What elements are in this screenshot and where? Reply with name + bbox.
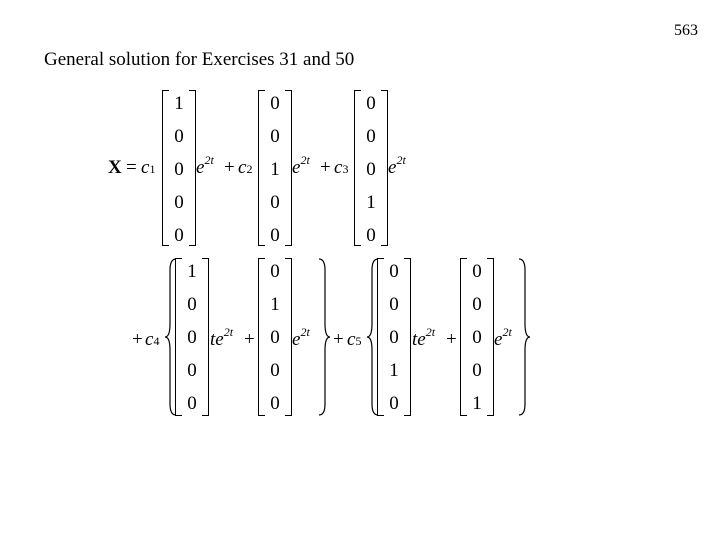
vector-2: [258, 90, 292, 246]
coefficient-c3: c3: [334, 157, 349, 178]
matrix-entry: 1: [270, 294, 280, 315]
plus-sign: +: [132, 329, 143, 350]
matrix-entry: 0: [187, 294, 197, 315]
matrix-entry: 1: [472, 393, 482, 414]
exponential-term: $e^{2t}$: [388, 153, 406, 178]
plus-sign: +: [446, 329, 457, 350]
matrix-entry: 0: [174, 225, 184, 246]
matrix-entry: 0: [366, 159, 376, 180]
matrix-entry: 0: [270, 261, 280, 282]
vector-3: [354, 90, 388, 246]
plus-sign: +: [320, 157, 331, 178]
page-number: 563: [674, 22, 698, 39]
matrix-entry: 0: [270, 225, 280, 246]
matrix-entry: 0: [174, 126, 184, 147]
exponential-term: $e^{2t}$: [292, 153, 310, 178]
matrix-entry: 0: [472, 327, 482, 348]
exponential-term: $te^{2t}$: [412, 325, 436, 350]
matrix-entry: 1: [174, 93, 184, 114]
vector-5b: [460, 258, 494, 416]
coefficient-c2: c2: [238, 157, 253, 178]
matrix-entry: 0: [472, 294, 482, 315]
vector-1: [162, 90, 196, 246]
matrix-entry: 0: [270, 126, 280, 147]
coefficient-c4: c4: [145, 329, 160, 350]
matrix-entry: 0: [270, 360, 280, 381]
exponential-term: $e^{2t}$: [494, 325, 512, 350]
coefficient-c1: c1: [141, 157, 156, 178]
coefficient-c5: c5: [347, 329, 362, 350]
exponential-term: $te^{2t}$: [210, 325, 234, 350]
matrix-entry: 0: [270, 393, 280, 414]
equals-sign: =: [126, 157, 137, 178]
plus-sign: +: [333, 329, 344, 350]
matrix-entry: 0: [389, 327, 399, 348]
matrix-entry: 1: [389, 360, 399, 381]
matrix-entry: 0: [174, 159, 184, 180]
matrix-entry: 1: [270, 159, 280, 180]
plus-sign: +: [244, 329, 255, 350]
matrix-entry: 0: [366, 126, 376, 147]
matrix-entry: 0: [270, 327, 280, 348]
slide-title: General solution for Exercises 31 and 50: [44, 49, 355, 70]
matrix-entry: 1: [187, 261, 197, 282]
vector-5a: [377, 258, 411, 416]
matrix-entry: 0: [472, 360, 482, 381]
right-brace-icon: [518, 258, 532, 416]
right-brace-icon: [318, 258, 332, 416]
exponential-term: $e^{2t}$: [196, 153, 214, 178]
matrix-entry: 0: [472, 261, 482, 282]
matrix-entry: 0: [389, 261, 399, 282]
matrix-entry: 0: [270, 192, 280, 213]
matrix-entry: 0: [389, 393, 399, 414]
matrix-entry: 0: [174, 192, 184, 213]
matrix-entry: 0: [270, 93, 280, 114]
vector-4b: [258, 258, 292, 416]
matrix-entry: 0: [187, 393, 197, 414]
exponential-term: $e^{2t}$: [292, 325, 310, 350]
matrix-entry: 0: [187, 360, 197, 381]
plus-sign: +: [224, 157, 235, 178]
solution-vector-x: X: [108, 157, 122, 178]
matrix-entry: 0: [389, 294, 399, 315]
matrix-entry: 1: [366, 192, 376, 213]
vector-4a: [175, 258, 209, 416]
matrix-entry: 0: [366, 225, 376, 246]
matrix-entry: 0: [187, 327, 197, 348]
matrix-entry: 0: [366, 93, 376, 114]
